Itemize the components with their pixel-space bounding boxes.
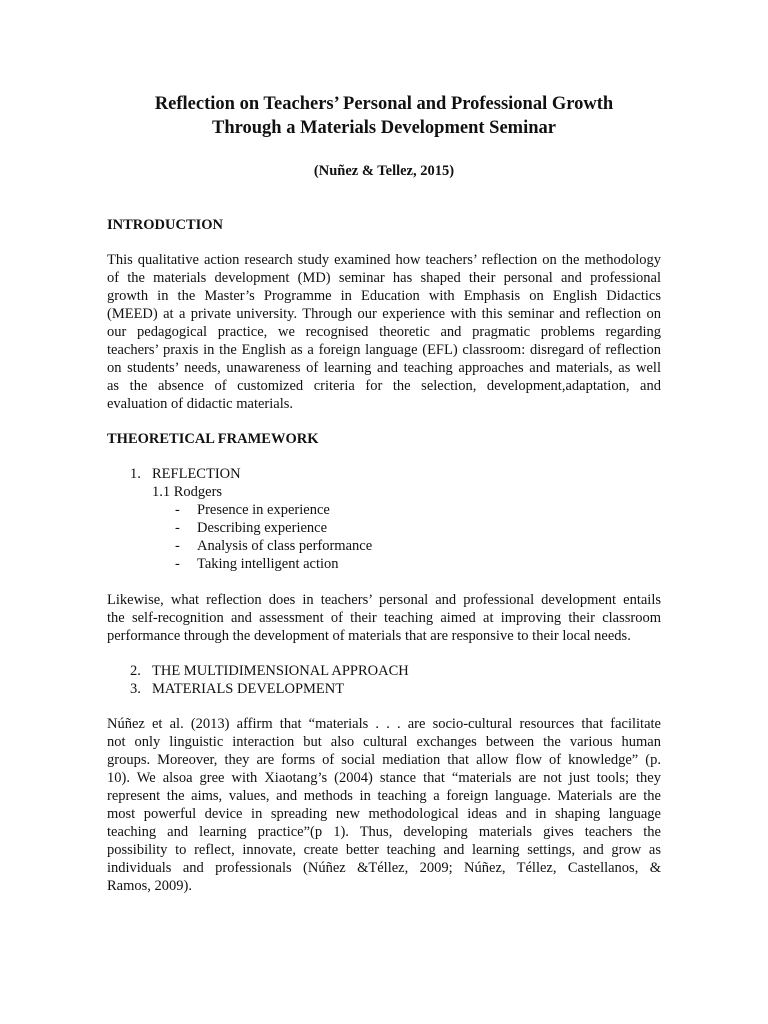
list-item-multidimensional-approach bbox=[130, 662, 409, 680]
bullet-text: Presence in experience bbox=[197, 502, 330, 518]
heading-theoretical-framework: THEORETICAL FRAMEWORK bbox=[107, 431, 319, 447]
paragraph-line: as the absence of customized criteria for the selection, development,adaptation, and bbox=[107, 378, 661, 394]
paragraph-line: Ramos, 2009). bbox=[107, 878, 192, 894]
rodgers-bullet-list bbox=[175, 501, 372, 573]
paragraph-line: possibility to reflect, innovate, create better teaching and learning settings, and grow as bbox=[107, 842, 661, 858]
bullet-item: - Taking intelligent action bbox=[175, 556, 339, 572]
paragraph-line: groups. Moreover, they are forms of social mediation that allow flow of knowledge” (p. bbox=[107, 752, 661, 768]
paragraph-line: most powerful device in spreading new methodological ideas and in shaping language bbox=[107, 806, 661, 822]
bullet-item: - Analysis of class performance bbox=[175, 538, 373, 554]
list-item-materials-development bbox=[130, 680, 409, 698]
document-title bbox=[0, 92, 768, 140]
sublist-item-rodgers: 1.1 Rodgers bbox=[152, 484, 223, 500]
paragraph-line: individuals and professionals (Núñez &Téllez, 2009; Núñez, Téllez, Castellanos, & bbox=[107, 860, 661, 876]
paragraph-line: teaching and learning practice”(p 1). Thus, developing materials gives teachers the bbox=[107, 824, 661, 840]
paragraph-line: Likewise, what reflection does in teachers’ personal and professional development entails bbox=[107, 592, 661, 608]
paragraph-line: Núñez et al. (2013) affirm that “materials . . . are socio-cultural resources that facilitate bbox=[107, 716, 661, 732]
list-number: 3. bbox=[130, 681, 141, 697]
bullet-item: - Presence in experience bbox=[175, 502, 330, 518]
paragraph-line: not only linguistic interaction but also cultural exchanges between the various human bbox=[107, 734, 661, 750]
list-label: REFLECTION bbox=[152, 466, 241, 482]
bullet-item: - Describing experience bbox=[175, 520, 328, 536]
list-number: 2. bbox=[130, 663, 141, 679]
title-line-2: Through a Materials Development Seminar bbox=[212, 118, 556, 138]
paragraph-line: 10). We alsoa gree with Xiaotang’s (2004) stance that “materials are not just tools; they bbox=[107, 770, 661, 786]
list-item-reflection bbox=[130, 465, 241, 483]
likewise-paragraph bbox=[107, 591, 661, 645]
paragraph-line: performance through the development of materials that are responsive to their local needs. bbox=[107, 628, 631, 644]
paragraph-line: evaluation of didactic materials. bbox=[107, 396, 294, 412]
paragraph-line: of the materials development (MD) seminar has shaped their personal and professional bbox=[107, 270, 661, 286]
list-label: MATERIALS DEVELOPMENT bbox=[152, 681, 345, 697]
list-label: THE MULTIDIMENSIONAL APPROACH bbox=[152, 663, 409, 679]
paragraph-line: represent the aims, values, and methods in teaching a foreign language. Materials are the bbox=[107, 788, 661, 804]
list-number: 1. bbox=[130, 466, 141, 482]
bullet-text: Taking intelligent action bbox=[197, 556, 339, 572]
heading-introduction: INTRODUCTION bbox=[107, 217, 224, 233]
bullet-text: Analysis of class performance bbox=[197, 538, 373, 554]
citation: (Nuñez & Tellez, 2015) bbox=[313, 163, 455, 179]
title-line-1: Reflection on Teachers’ Personal and Professional Growth bbox=[154, 94, 614, 114]
paragraph-line: teachers’ praxis in the English as a foreign language (EFL) classroom: disregard of reflection bbox=[107, 342, 661, 358]
bullet-text: Describing experience bbox=[197, 520, 328, 536]
materials-paragraph bbox=[107, 715, 661, 895]
paragraph-line: growth in the Master’s Programme in Education with Emphasis on English Didactics bbox=[107, 288, 661, 304]
introduction-paragraph bbox=[107, 251, 661, 413]
paragraph-line: (MEED) at a private university. Through our experience with this seminar and reflection on bbox=[107, 306, 661, 322]
list-items-2-3 bbox=[130, 662, 409, 698]
paragraph-line: the self-recognition and assessment of their teaching aimed at improving their classroom bbox=[107, 610, 661, 626]
paragraph-line: our pedagogical practice, we recognised theoretic and pragmatic problems regarding bbox=[107, 324, 661, 340]
paragraph-line: on students’ needs, unawareness of learning and teaching approaches and materials, as well bbox=[107, 360, 661, 376]
paragraph-line: This qualitative action research study examined how teachers’ reflection on the methodology bbox=[107, 252, 661, 268]
